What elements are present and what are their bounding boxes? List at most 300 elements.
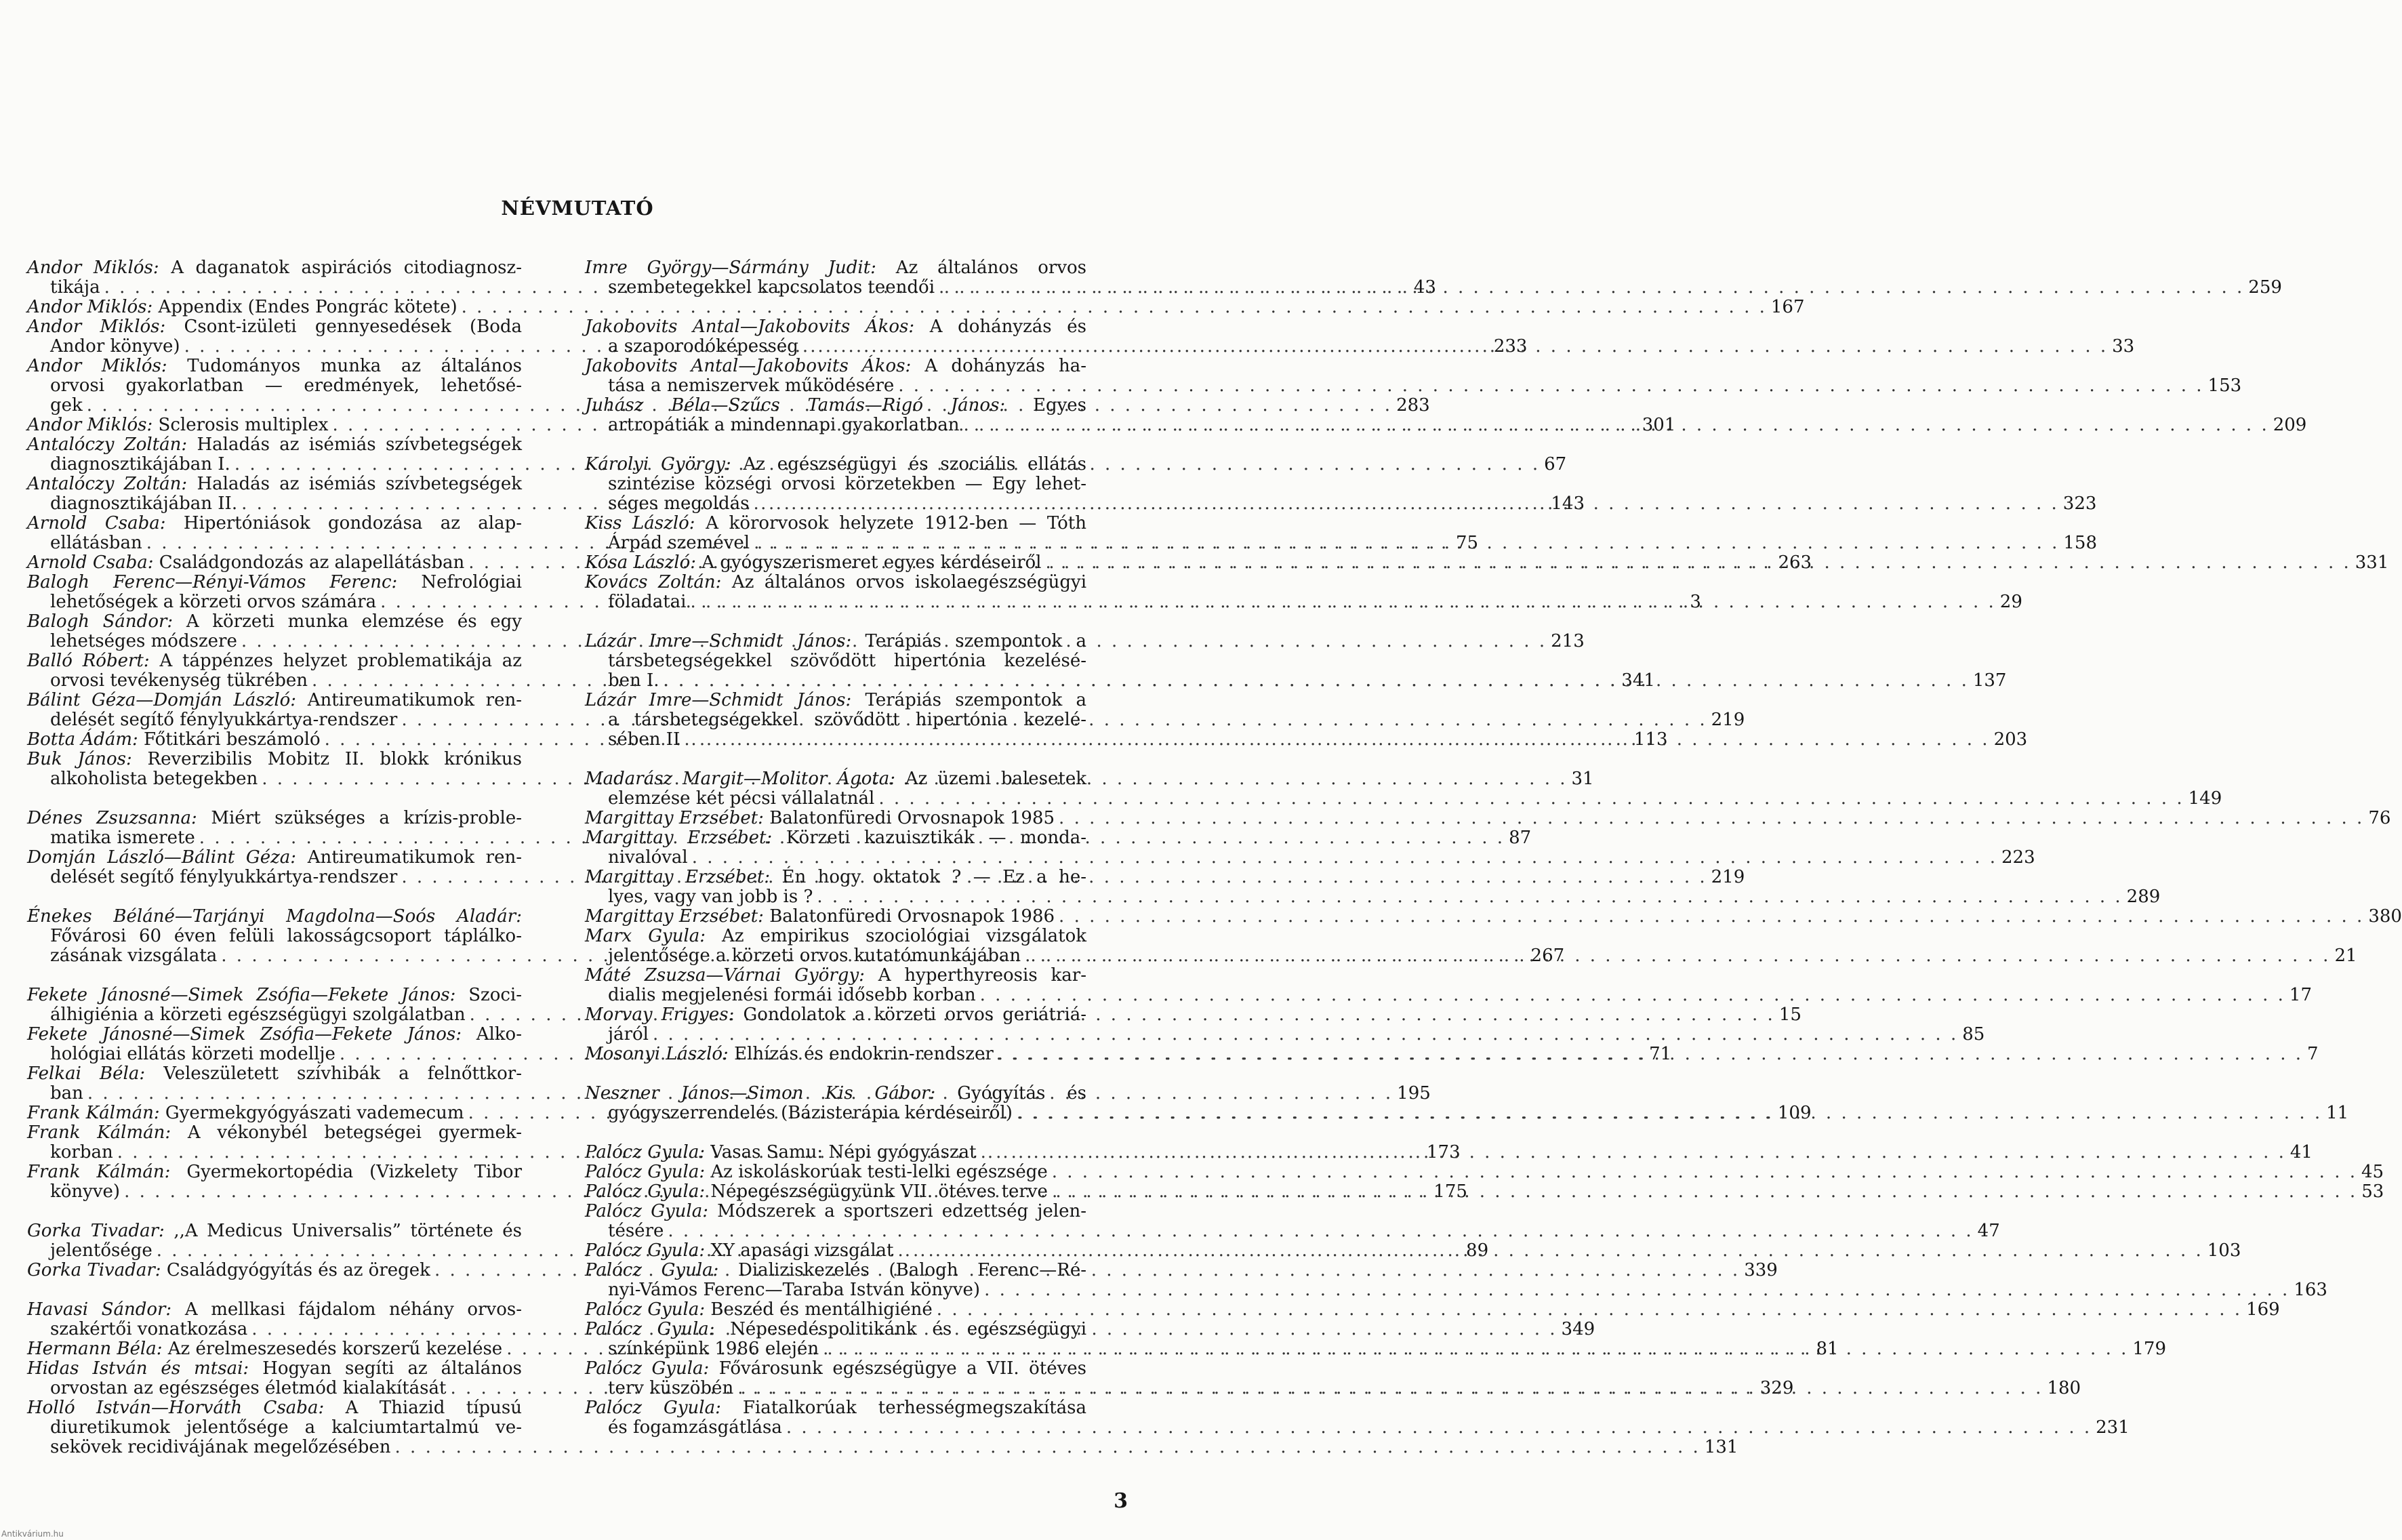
entry-line [27,258,522,278]
entry-page-number: 339 [1744,1260,1778,1280]
entry-text [585,769,1086,789]
entry-text [27,691,522,710]
entry-text [50,396,83,416]
entry-title-part: föladatai [608,592,687,612]
entry-text [50,828,195,848]
leader-dots [1059,907,2364,927]
entry-text [27,1339,502,1359]
entry-author: Frank Kálmán: [27,1122,171,1143]
entry-page-number: 153 [2207,376,2242,396]
entry-line [585,514,1086,533]
entry-text [585,1045,994,1064]
entry-line [27,357,522,376]
entry-author: Fekete Jánosné—Simek Zsófia—Fekete János: [27,985,456,1005]
entry-title-part: szembetegekkel kapcsolatos teendői [608,277,935,298]
entry-line [585,966,1086,986]
entry-text [608,730,680,750]
leader-dots [984,1280,2289,1300]
entry-line [585,317,1086,337]
entry-text [585,317,1086,337]
entry-line [27,1162,522,1182]
entry-text [608,592,687,612]
entry-author: Palócz Gyula: [585,1142,706,1162]
leader-dots [998,1045,2303,1064]
entry-author: Arnold Csaba: [27,552,154,573]
entry-page-number: 158 [2063,533,2098,553]
entry-page-number: 213 [1551,631,1585,651]
entry-title-part: matika ismerete [50,828,195,848]
entry-text [50,1379,446,1398]
entry-author: Andor Miklós: [27,317,166,337]
entry-title-part: ban [50,1083,83,1103]
entry-text [608,848,688,868]
entry-author: Felkai Béla: [27,1063,146,1084]
entry-text [50,376,522,396]
entry-line [585,1162,2384,1182]
leader-dots [1025,946,2330,966]
page-title: NÉVMUTATÓ [501,197,654,220]
entry-author: Gorka Tivadar: [27,1260,161,1280]
entry-line [27,474,522,494]
entry-title-part: Az általános orvos iskolaegészségügyi [731,572,1087,592]
entry-title-part: lyes, vagy van jobb is ? [608,887,813,907]
entry-title-part: a szaporodóképesség [608,336,798,357]
entry-title-part: Árpád szemével [608,533,750,553]
entry-title-part: Dializiskezelés (Balogh Ferenc—Ré- [737,1260,1086,1280]
entry-line [585,691,1086,710]
entry-text [50,946,217,966]
entry-title-part: Balatonfüredi Orvosnapok 1986 [769,906,1055,927]
entry-text [50,632,237,651]
entry-title-part: A körorvosok helyzete 1912-ben — Tóth [706,513,1086,533]
entry-line [585,906,2402,927]
entry-title-part: Hipertóniások gondozása az alap- [183,513,523,533]
entry-text [50,1005,466,1025]
entry-text [585,809,1055,828]
entry-text [585,1320,1086,1339]
entry-line [27,1418,522,1438]
entry-title-part: diagnosztikájában I. [50,454,230,474]
leader-dots [937,1300,2242,1320]
entry-text [27,474,522,494]
entry-page-number: 179 [2132,1339,2167,1359]
entry-page-number: 45 [2361,1162,2384,1182]
entry-page-number: 67 [1544,454,1567,474]
entry-page-number: 53 [2361,1181,2384,1202]
entry-page-number: 301 [1642,415,1676,435]
entry-title-part: Alko- [476,1024,522,1045]
entry-text [585,927,1086,946]
entry-line [585,1417,2130,1438]
entry-author: Margittay Erzsébet: [585,828,773,848]
leader-dots [664,671,1969,691]
entry-text [585,1143,977,1162]
leader-dots [395,1438,1701,1457]
entry-text [585,553,1042,573]
entry-text [27,1103,464,1123]
entry-author: Margittay Erzsébet: [585,867,771,887]
entry-title-part: hológiai ellátás körzeti modellje [50,1044,335,1064]
entry-text [585,573,1086,592]
entry-title-part: alkoholista betegekben [50,769,258,789]
entry-page-number: 169 [2246,1299,2280,1320]
entry-title-part: A gyógyszerismeret egyes kérdéseiről [701,552,1042,573]
entry-title-part: orvostan az egészséges életmód kialakítását [50,1378,447,1398]
entry-line [585,1221,2000,1241]
entry-text [27,298,457,317]
leader-dots [691,592,1996,612]
entry-text [50,1320,247,1339]
entry-page-number: 137 [1972,670,2007,691]
entry-page-number: 3 [1690,592,1701,612]
leader-dots [802,337,2108,357]
entry-author: Imre György—Sármány Judit: [585,258,876,278]
entry-page-number: 219 [1711,710,1745,730]
entry-text [608,1280,980,1300]
entry-page-number: 75 [1455,533,1479,553]
entry-author: Palócz Gyula: [585,1398,721,1418]
entry-title-part: A dohányzás ha- [924,356,1087,376]
entry-author: Andor Miklós: [27,297,153,317]
leader-dots [737,1379,2043,1398]
entry-author: Morvay Frigyes: [585,1005,735,1025]
entry-text [585,514,1086,533]
entry-text [27,1398,522,1418]
entry-line [585,1261,1086,1280]
entry-title-part: Gyermekgyógyászati vademecum [165,1103,464,1123]
entry-author: Palócz Gyula: [585,1162,706,1182]
entry-line [27,848,522,868]
entry-text [50,1084,83,1103]
entry-line [585,769,1086,789]
leader-dots [981,1143,2286,1162]
entry-title-part: Haladás az isémiás szívbetegségek [197,434,523,455]
entry-page-number: 29 [1999,592,2022,612]
leader-dots [980,986,2285,1005]
index-entry [585,965,2313,1005]
leader-dots [823,1339,2128,1359]
entry-text [50,927,522,946]
entry-title-part: lehetőségek a körzeti orvos számára [50,592,377,612]
entry-text [27,416,328,435]
leader-dots [817,887,2122,907]
entry-title-part: Andor könyve) [50,336,180,357]
entry-text [50,1182,120,1202]
entry-author: Dénes Zsuzsanna: [27,808,197,828]
entry-text [585,1261,1086,1280]
entry-title-part: A dohányzás és [929,317,1086,337]
entry-text [27,514,522,533]
entry-title-part: Az általános orvos [895,258,1087,278]
entry-author: Máté Zsuzsa—Várnai György: [585,965,865,986]
entry-page-number: 231 [2096,1417,2130,1438]
entry-text [585,632,1086,651]
entry-line [27,612,522,632]
entry-title-part: A hyperthyreosis kar- [878,965,1087,986]
entry-title-part: Antireumatikumok ren- [307,690,523,710]
entry-page-number: 31 [1571,769,1594,789]
entry-text [27,750,522,769]
entry-title-part: delését segítő fénylyukkártya-rendszer [50,710,398,730]
entry-page-number: 173 [1427,1142,1461,1162]
entry-title-part: nyi-Vámos Ferenc—Taraba István könyve) [608,1280,981,1300]
entry-page-number: 341 [1621,670,1655,691]
entry-page-number: 41 [2289,1142,2313,1162]
entry-text [585,1084,1086,1103]
entry-line [585,592,2022,612]
entry-text [50,671,308,691]
entry-text [50,533,142,553]
entry-title-part: orvosi tevékenység tükrében [50,670,308,691]
entry-line [27,297,1805,317]
entry-title-part: a társbetegségekkel szövődött hipertónia kezelé- [608,710,1086,730]
entry-title-part: delését segítő fénylyukkártya-rendszer [50,867,398,887]
entry-title-part: Gondolatok a körzeti orvos geriátriá- [743,1005,1087,1025]
entry-title-part: ellátásban [50,533,142,553]
index-entry [585,356,2242,396]
entry-page-number: 223 [2001,847,2035,868]
entry-line [27,986,522,1005]
entry-title-part: Nefrológiai [421,572,522,592]
entry-page-number: 180 [2047,1378,2081,1398]
entry-author: Andor Miklós: [27,415,153,435]
entry-page-number: 219 [1711,867,1745,887]
entry-line [27,651,522,671]
entry-line [585,1398,1086,1418]
entry-text [585,868,1086,887]
index-entry [585,1398,2130,1438]
entry-title-part: Miért szükséges a krízis-proble- [211,808,523,828]
entry-line [27,1300,522,1320]
entry-author: Juhász Béla—Szűcs Tamás—Rigó János: [585,395,1006,416]
index-entry [27,297,1805,317]
entry-title-part: A körzeti munka elemzése és egy [186,611,522,632]
leader-dots [684,730,1989,750]
entry-text [50,494,237,514]
entry-page-number: 267 [1530,946,1565,966]
entry-text [50,592,376,612]
entry-title-part: és fogamzásgátlása [608,1417,782,1438]
entry-line [27,1025,522,1045]
entry-title-part: A vékonybél betegségei gyermek- [187,1122,522,1143]
entry-line [585,868,1086,887]
entry-line [27,435,522,455]
leader-dots [786,1418,2092,1438]
entry-author: Mosonyi László: [585,1044,729,1064]
entry-title-part: gyógyszerrendelés (Bázisterápia kérdéseiről) [608,1103,1013,1123]
entry-author: Jakobovits Antal—Jakobovits Ákos: [585,356,912,376]
entry-line [27,573,522,592]
leader-dots [878,789,2184,809]
entry-page-number: 380 [2368,906,2402,927]
entry-title-part: Körzeti kazuisztikák — monda- [786,828,1087,848]
entry-author: Fekete Jánosné—Simek Zsófia—Fekete János: [27,1024,462,1045]
entry-title-part: Módszerek a sportszeri edzettség jelen- [717,1201,1086,1221]
entry-author: Palócz Gyula: [585,1319,715,1339]
entry-line [585,474,1086,494]
entry-text [585,1398,1086,1418]
entry-title-part: ,,A Medicus Universalis” története és [174,1221,522,1241]
entry-title-part: színképünk 1986 elején [608,1339,819,1359]
entry-line [585,1299,2280,1320]
entry-line [27,317,522,337]
entry-title-part: Vasas Samu: Népi gyógyászat [710,1142,977,1162]
entry-line [27,376,522,396]
entry-title-part: Fiatalkorúak terhességmegszakítása [742,1398,1086,1418]
entry-line [585,710,1086,730]
entry-text [27,258,522,278]
entry-title-part: jelentősége a körzeti orvos kutatómunkájában [608,946,1021,966]
entry-text [608,376,894,396]
entry-text [27,1300,522,1320]
entry-author: Havasi Sándor: [27,1299,172,1320]
entry-author: Károlyi György: [585,454,731,474]
entry-title-part: A daganatok aspirációs citodiagnosz- [171,258,523,278]
entry-text [50,710,397,730]
entry-text [585,357,1086,376]
entry-line [27,1064,522,1084]
entry-line [27,1123,522,1143]
entry-line [585,828,1086,848]
leader-dots [692,848,1997,868]
entry-page-number: 17 [2289,985,2313,1005]
entry-title-part: Fővárosunk egészségügye a VII. ötéves [718,1358,1086,1379]
entry-title-part: Főtitkári beszámoló [144,729,321,750]
entry-title-part: séges megoldás [608,493,750,514]
entry-page-number: 283 [1396,395,1430,416]
entry-text [27,573,522,592]
entry-text [27,1221,522,1241]
entry-title-part: A táppénzes helyzet problematikája az [159,651,523,671]
entry-line [585,455,1086,474]
entry-title-part: Sclerosis multiplex [158,415,329,435]
entry-title-part: tikája [50,277,100,298]
entry-text [608,533,750,553]
entry-text [585,1359,1086,1379]
entry-text [27,1064,522,1084]
entry-author: Palócz Gyula: [585,1201,708,1221]
entry-title-part: Terápiás szempontok a [865,631,1086,651]
entry-text [585,258,1086,278]
entry-page-number: 76 [2368,808,2391,828]
entry-author: Palócz Gyula: [585,1299,706,1320]
entry-text [27,317,522,337]
entry-line [27,691,522,710]
entry-line [585,1202,1086,1221]
entry-author: Andor Miklós: [27,356,167,376]
entry-page-number: 331 [2355,552,2389,573]
entry-text [27,435,522,455]
entry-line [27,750,522,769]
entry-author: Buk János: [27,749,132,769]
entry-text [608,1103,1013,1123]
entry-title-part: szintézise községi orvosi körzetekben — Egy lehet- [608,474,1086,494]
entry-author: Palócz Gyula: [585,1240,706,1261]
entry-line [585,927,1086,946]
entry-line [585,1024,1985,1045]
leader-dots [1017,1103,2322,1123]
entry-title-part: könyve) [50,1181,121,1202]
entry-text [27,730,321,750]
entry-line [585,1359,1086,1379]
entry-page-number: 43 [1413,277,1436,298]
entry-page-number: 15 [1778,1005,1802,1025]
entry-line [27,1398,522,1418]
entry-title-part: diagnosztikájában II. [50,493,238,514]
entry-line [27,1221,522,1241]
entry-title-part: artropátiák a mindennapi gyakorlatban [608,415,960,435]
entry-title-part: lehetséges módszere [50,631,237,651]
entry-page-number: 167 [1770,297,1805,317]
entry-text [27,651,522,671]
entry-line [585,376,2242,396]
entry-title-part: járól [608,1024,649,1045]
entry-title-part: álhigiénia a körzeti egészségügyi szolgálatban [50,1005,466,1025]
index-entry [585,1162,2384,1182]
entry-text [50,1438,391,1457]
entry-author: Frank Kálmán: [27,1162,171,1182]
leader-dots [754,533,2059,553]
entry-title-part: Népesedéspolitikánk és egészségügyi [730,1319,1087,1339]
entry-line [585,847,2035,868]
index-entry [585,906,2402,927]
entry-title-part: Fővárosi 60 éven felüli lakosságcsoport táplálko- [50,926,522,946]
entry-page-number: 103 [2207,1240,2241,1261]
entry-title-part: társbetegségekkel szövődött hipertónia kezelésé- [608,651,1086,671]
entry-text [27,612,522,632]
entry-text [608,651,1086,671]
entry-text [50,769,258,789]
entry-author: Andor Miklós: [27,258,159,278]
entry-author: Palócz Gyula: [585,1181,706,1202]
entry-title-part: Gyermekortopédia (Vizkelety Tibor [186,1162,523,1182]
entry-author: Bálint Géza—Domján László: [27,690,297,710]
entry-title-part: gek [50,395,83,416]
entry-line [585,788,2222,809]
entry-title-part: A Thiazid típusú [345,1398,522,1418]
leader-dots [668,1221,1973,1241]
entry-line [585,808,2391,828]
entry-text [50,455,230,474]
entry-text [608,1379,733,1398]
entry-page-number: 203 [1993,729,2028,750]
entry-line [27,1359,522,1379]
page-number: 3 [1114,1489,1128,1513]
entry-author: Palócz Gyula: [585,1358,710,1379]
entry-text [50,1418,522,1438]
entry-text [585,1300,933,1320]
entry-title-part: Balatonfüredi Orvosnapok 1985 [769,808,1055,828]
entry-title-part: Az érelmeszesedés korszerű kezelése [167,1339,503,1359]
entry-line [585,1005,1086,1025]
entry-line [27,1437,1738,1457]
entry-page-number: 21 [2334,946,2357,966]
entry-page-number: 149 [2188,788,2222,809]
entry-page-number: 233 [1493,336,1528,357]
entry-author: Margittay Erzsébet: [585,906,764,927]
leader-dots [898,376,2203,396]
entry-text [585,1202,1086,1221]
entry-line [27,907,522,927]
leader-dots [1046,553,2351,573]
entry-page-number: 131 [1704,1437,1738,1457]
entry-author: Hidas István és mtsai: [27,1358,249,1379]
entry-page-number: 195 [1397,1083,1431,1103]
index-entry [585,1201,2000,1241]
entry-page-number: 85 [1962,1024,1985,1045]
entry-line [585,396,1086,416]
entry-text [27,848,522,868]
